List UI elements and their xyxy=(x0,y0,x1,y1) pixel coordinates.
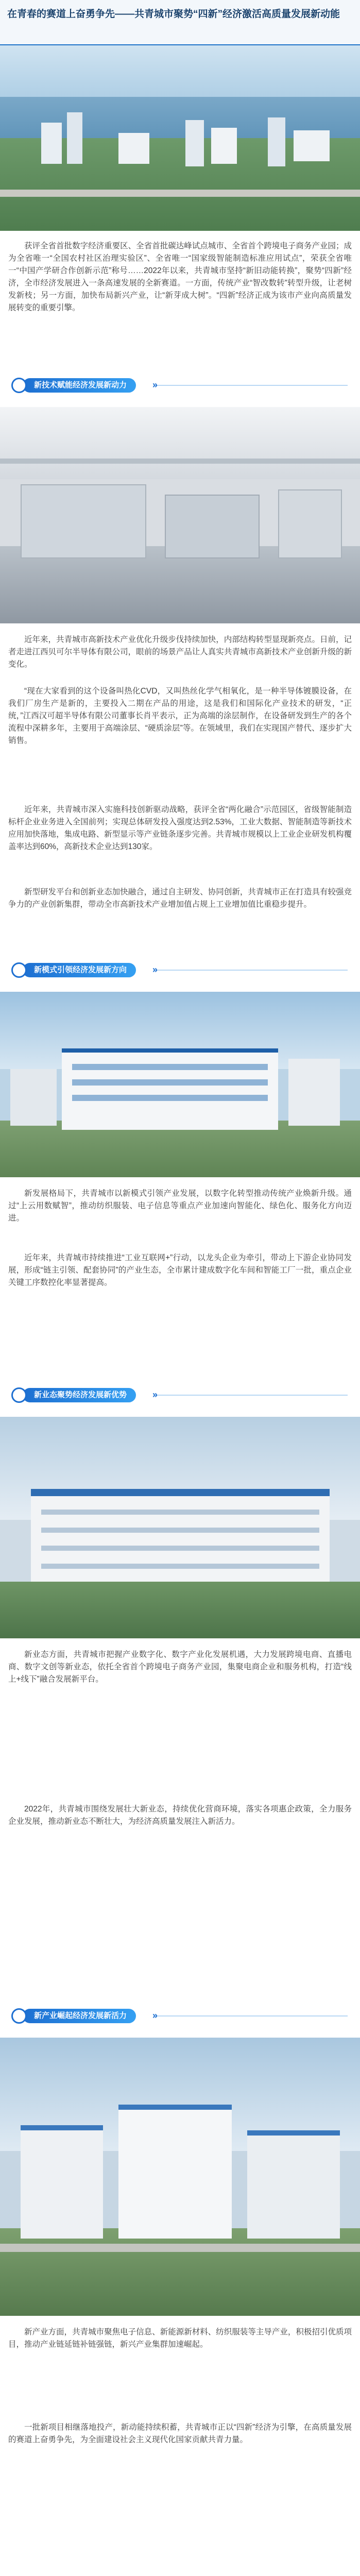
section-header-new-business xyxy=(0,1381,360,1409)
section-header-new-industry xyxy=(0,2002,360,2029)
chevron-right-icon: » xyxy=(152,380,158,390)
section-divider-line xyxy=(155,1395,348,1396)
section-title: 新模式引领经济发展新方向 xyxy=(23,963,136,977)
paragraph-7: 近年来，共青城市持续推进“工业互联网+”行动，以龙头企业为牵引，带动上下游企业协同发展，形成“链主引领、配套协同”的产业生态，全市累计建成数字化车间和智能工厂一批，重点企业关键工序数控化率显著提高。 xyxy=(8,1253,352,1287)
paragraph-4: 近年来，共青城市深入实施科技创新驱动战略，获评全省“两化融合”示范园区，省级智能制造标杆企业业务进入全国前列；实现总体研发投入强度达到2.53%，工业大数据、智能制造等新技术应用加快落地，集成电路、新型显示等产业链条逐步完善。共青城市规模以上工业企业研发机构覆盖率达到60%，高新技术企业达到130家。 xyxy=(8,805,352,851)
section-title: 新技术赋能经济发展新动力 xyxy=(23,378,136,393)
chevron-right-icon: » xyxy=(152,2010,158,2021)
paragraph-10: 新产业方面，共青城市聚焦电子信息、新能源新材料、纺织服装等主导产业，积极招引优质项目，推动产业链延链补链强链，新兴产业集群加速崛起。 xyxy=(8,2328,352,2349)
campus-photo xyxy=(0,2038,360,2316)
section-divider-line xyxy=(155,385,348,386)
paragraph-5: 新型研发平台和创新业态加快融合，通过自主研发、协同创新，共青城市正在打造具有较强竞争力的产业创新集群，带动全市高新技术产业增加值占规上工业增加值比重稳步提升。 xyxy=(8,888,352,909)
paragraph-9: 2022年，共青城市围绕发展壮大新业态，持续优化营商环境，落实各项惠企政策，全力服务企业发展，推动新业态不断壮大，为经济高质量发展注入新活力。 xyxy=(8,1805,352,1826)
paragraph-11: 一批新项目相继落地投产，新动能持续积蓄，共青城市正以“四新”经济为引擎，在高质量发展的赛道上奋勇争先，为全面建设社会主义现代化国家贡献共青力量。 xyxy=(8,2423,352,2444)
factory-building-photo xyxy=(0,1417,360,1638)
industrial-park-photo xyxy=(0,992,360,1177)
chevron-right-icon: » xyxy=(152,964,158,975)
section-bullet-icon xyxy=(11,2008,27,2024)
section-bullet-icon xyxy=(11,962,27,978)
section-divider-line xyxy=(155,970,348,971)
headline-banner xyxy=(0,0,360,45)
paragraph-3: “现在大家看到的这个设备叫热化CVD，又叫热丝化学气相氧化，是一种半导体镀膜设备，在我们厂房生产是新的，主要投入二期在产品的用途，这是我们和国际化产业技术的研发，“正统，”江西汉可超半导体有限公司董事长肖平表示，正为高端的涂层制作，在设备研发到生产的各个流程中深耕多年，主要用于高端涂层、“硬质涂层”等。在领域里，我们在实现国产替代、逐步扩大销售。 xyxy=(8,687,352,745)
paragraph-8: 新业态方面，共青城市把握产业数字化、数字产业化发展机遇，大力发展跨境电商、直播电商、数字文创等新业态，依托全省首个跨境电子商务产业园，集聚电商企业和服务机构，打造“线上+线下”融合发展新平台。 xyxy=(8,1650,352,1684)
section-title: 新业态聚势经济发展新优势 xyxy=(23,1388,136,1402)
article-title: 在青春的赛道上奋勇争先——共青城市聚势“四新”经济激活高质量发展新动能 xyxy=(7,9,340,20)
paragraph-6: 新发展格局下，共青城市以新模式引领产业发展，以数字化转型推动传统产业焕新升级。通过“上云用数赋智”，推动纺织服装、电子信息等重点产业加速向智能化、绿色化、服务化方向迈进。 xyxy=(8,1189,352,1223)
section-bullet-icon xyxy=(11,378,27,393)
section-header-new-model xyxy=(0,956,360,984)
section-title: 新产业崛起经济发展新活力 xyxy=(23,2009,136,2023)
paragraph-1: 获评全省首批数字经济重要区、全省首批碳达峰试点城市、全省首个跨境电子商务产业园；成为全省唯一“全国农村社区治理实验区”、全省唯一“国家级智能制造标准应用试点”，荣获全省唯一“中国产学研合作创新示范”称号……2022年以来，共青城市坚持“新旧动能转换”，聚势“四新”经济，全市经济发展进入一条高速发展的全新赛道。一方面，传统产业“智改数转”转型升级，让老树发新枝；另一方面，加快布局新兴产业，让“新芽成大树”。“四新”经济正成为该市产业向高质量发展转变的重要引擎。 xyxy=(8,242,352,312)
factory-interior-photo xyxy=(0,407,360,623)
section-bullet-icon xyxy=(11,1387,27,1403)
paragraph-2: 近年来，共青城市高新技术产业优化升级步伐持续加快，内部结构转型显现新亮点。日前，记者走进江西贝可尔半导体有限公司，眼前的场景产品让人真实共青城市高新技术产业创新升级的新变化。 xyxy=(8,635,352,669)
section-divider-line xyxy=(155,2015,348,2016)
aerial-city-photo xyxy=(0,45,360,231)
chevron-right-icon: » xyxy=(152,1389,158,1400)
section-header-new-tech xyxy=(0,371,360,399)
